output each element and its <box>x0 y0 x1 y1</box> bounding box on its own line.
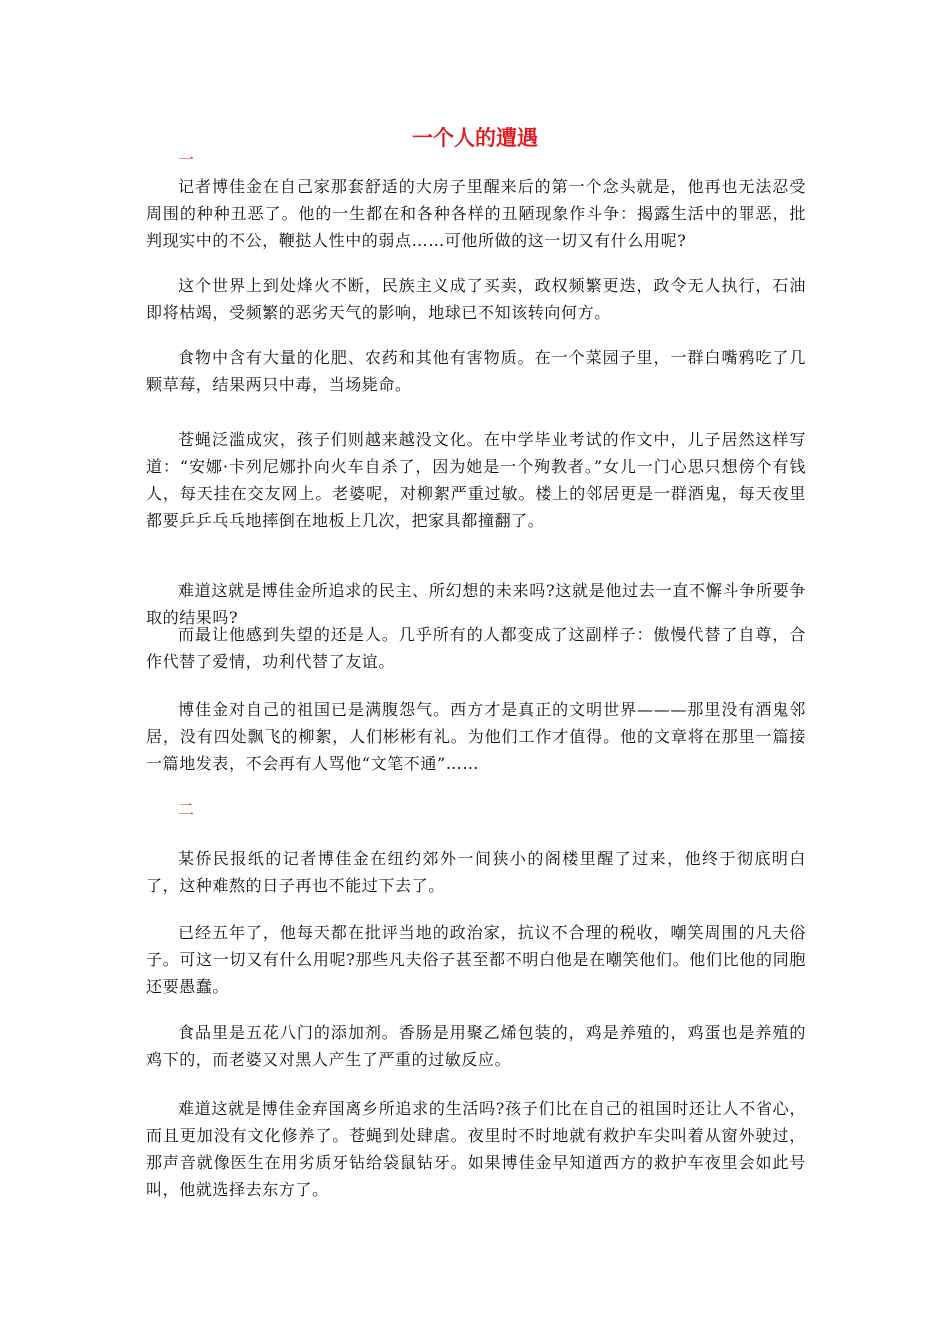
paragraph: 已经五年了，他每天都在批评当地的政治家，抗议不合理的税收，嘲笑周围的凡夫俗子。可这一切又有什么用呢?那些凡夫俗子甚至都不明白他是在嘲笑他们。他们比他的同胞还要愚蠢。 <box>146 923 806 996</box>
paragraph: 博佳金对自己的祖国已是满腹怨气。西方才是真正的文明世界———那里没有酒鬼邻居，没有四处飘飞的柳絮，人们彬彬有礼。为他们工作才值得。他的文章将在那里一篇接一篇地发表，不会再有人骂他“文笔不通”…… <box>146 700 806 773</box>
paragraph: 记者博佳金在自己家那套舒适的大房子里醒来后的第一个念头就是，他再也无法忍受周围的种种丑恶了。他的一生都在和各种各样的丑陋现象作斗争：揭露生活中的罪恶，批判现实中的不公，鞭挞人性中的弱点……可他所做的这一切又有什么用呢? <box>146 177 806 250</box>
document-title: 一个人的遭遇 <box>412 126 538 150</box>
paragraph: 某侨民报纸的记者博佳金在纽约郊外一间狭小的阁楼里醒了过来，他终于彻底明白了，这种难熬的日子再也不能过下去了。 <box>146 849 806 895</box>
paragraph: 难道这就是博佳金弃国离乡所追求的生活吗?孩子们比在自己的祖国时还让人不省心，而且更加没有文化修养了。苍蝇到处肆虐。夜里时不时地就有救护车尖叫着从窗外驶过，那声音就像医生在用劣质牙钻给袋鼠钻牙。如果博佳金早知道西方的救护车夜里会如此号叫，他就选择去东方了。 <box>146 1099 806 1199</box>
section-marker-1: 一 <box>178 150 195 169</box>
paragraph: 而最让他感到失望的还是人。几乎所有的人都变成了这副样子：傲慢代替了自尊，合作代替了爱情，功利代替了友谊。 <box>146 625 806 671</box>
paragraph: 食品里是五花八门的添加剂。香肠是用聚乙烯包装的，鸡是养殖的，鸡蛋也是养殖的鸡下的，而老婆又对黑人产生了严重的过敏反应。 <box>146 1023 806 1069</box>
paragraph: 食物中含有大量的化肥、农药和其他有害物质。在一个菜园子里，一群白嘴鸦吃了几颗草莓，结果两只中毒，当场毙命。 <box>146 348 806 394</box>
paragraph: 苍蝇泛滥成灾，孩子们则越来越没文化。在中学毕业考试的作文中，儿子居然这样写道：“安娜·卡列尼娜扑向火车自杀了，因为她是一个殉教者。”女儿一门心思只想傍个有钱人，每天挂在交友网上。老婆呢，对柳絮严重过敏。楼上的邻居更是一群酒鬼，每天夜里都要乒乒乓乓地摔倒在地板上几次，把家具都撞翻了。 <box>146 430 806 530</box>
paragraph: 这个世界上到处烽火不断，民族主义成了买卖，政权频繁更迭，政令无人执行，石油即将枯竭，受频繁的恶劣天气的影响，地球已不知该转向何方。 <box>146 276 806 322</box>
section-marker-2: 二 <box>178 800 195 819</box>
paragraph: 难道这就是博佳金所追求的民主、所幻想的未来吗?这就是他过去一直不懈斗争所要争取的结果吗? <box>146 581 806 627</box>
